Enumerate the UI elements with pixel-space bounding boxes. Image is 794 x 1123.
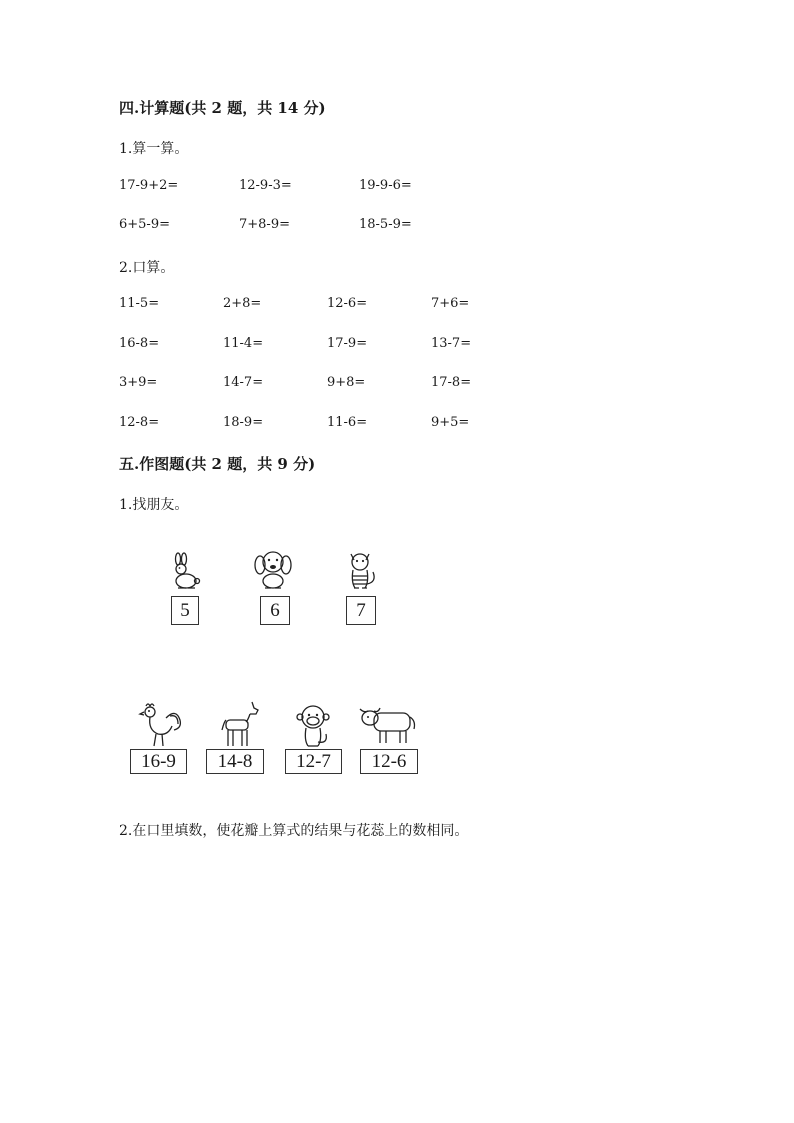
problem: 9+8= [327,375,366,390]
problem: 12-8= [119,415,160,430]
problem: 18-5-9= [359,217,412,232]
question-1-label: 1.算一算。 [119,141,189,157]
rabbit-icon [168,553,202,591]
expression-box: 12-6 [360,749,418,774]
problem: 3+9= [119,375,158,390]
cat-icon [339,548,381,592]
find-friends-label: 1.找朋友。 [119,497,189,513]
problem: 19-9-6= [359,178,412,193]
dog-icon [252,548,294,592]
problem: 11-4= [223,336,264,351]
problem: 13-7= [431,336,472,351]
number-box: 5 [171,596,199,625]
problem: 12-9-3= [239,178,292,193]
number-box: 6 [260,596,290,625]
question-2-label: 2.口算。 [119,260,175,276]
monkey-icon [296,704,330,748]
problem: 7+8-9= [239,217,290,232]
problem: 17-8= [431,375,472,390]
problem: 9+5= [431,415,470,430]
problem: 6+5-9= [119,217,170,232]
problem: 18-9= [223,415,264,430]
problem: 17-9= [327,336,368,351]
rooster-icon [136,700,184,748]
expression-box: 12-7 [285,749,342,774]
expression-box: 14-8 [206,749,264,774]
number-box: 7 [346,596,376,625]
problem: 11-5= [119,296,160,311]
problem: 11-6= [327,415,368,430]
problem: 12-6= [327,296,368,311]
cow-icon [358,705,418,747]
question-2-instruction: 2.在口里填数，使花瓣上算式的结果与花蕊上的数相同。 [119,823,469,839]
section-4-title: 四.计算题(共 2 题，共 14 分) [119,99,326,117]
horse-icon [218,700,262,748]
expression-box: 16-9 [130,749,187,774]
problem: 7+6= [431,296,470,311]
section-5-title: 五.作图题(共 2 题，共 9 分) [119,455,316,473]
problem: 17-9+2= [119,178,179,193]
problem: 16-8= [119,336,160,351]
problem: 14-7= [223,375,264,390]
problem: 2+8= [223,296,262,311]
